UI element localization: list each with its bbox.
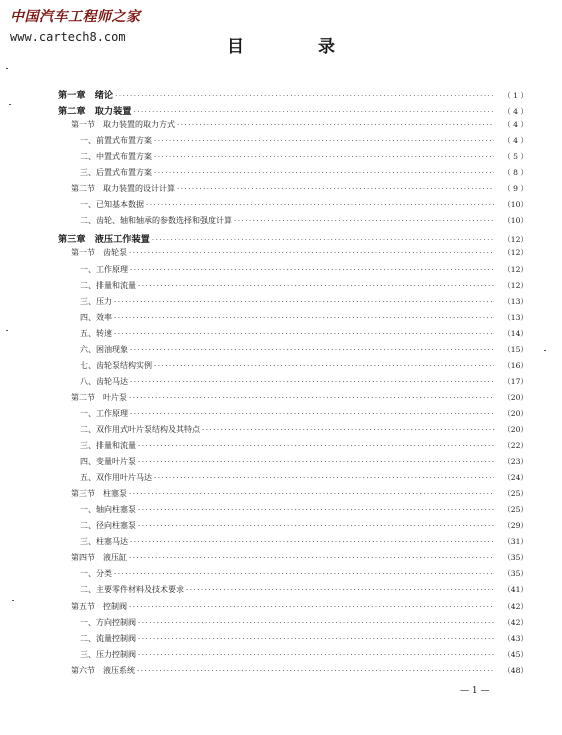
toc-leader-dots xyxy=(154,169,494,177)
toc-page-number: （20） xyxy=(503,408,528,418)
toc-item[interactable] xyxy=(58,296,528,312)
toc-leader-dots xyxy=(130,410,494,418)
toc-entry-label: 第一节 取力装置的取力方式 xyxy=(71,120,175,130)
toc-item[interactable] xyxy=(58,167,528,183)
toc-page-number: （ 5 ） xyxy=(503,152,528,162)
toc-entry-label: 七、齿轮泵结构实例 xyxy=(80,360,152,370)
toc-leader-dots xyxy=(138,619,494,627)
toc-entry-label: 二、径向柱塞泵 xyxy=(80,521,136,531)
toc-item[interactable] xyxy=(58,536,528,552)
toc-item[interactable] xyxy=(58,199,528,215)
toc-section[interactable] xyxy=(58,183,528,199)
toc-item[interactable] xyxy=(58,568,528,584)
scan-speck xyxy=(544,350,546,351)
toc-section[interactable] xyxy=(58,119,528,135)
toc-item[interactable] xyxy=(58,408,528,424)
toc-page-number: （15） xyxy=(503,344,528,354)
toc-leader-dots xyxy=(114,330,494,338)
toc-entry-label: 第一章 绪论 xyxy=(58,90,114,101)
toc-entry-label: 五、双作用叶片马达 xyxy=(80,473,152,483)
toc-leader-dots xyxy=(154,153,494,161)
toc-leader-dots xyxy=(129,490,494,498)
toc-item[interactable] xyxy=(58,424,528,440)
toc-entry-label: 二、主要零件材料及技术要求 xyxy=(80,585,184,595)
toc-entry-label: 第四节 液压缸 xyxy=(71,553,127,563)
toc-entry-label: 二、中置式布置方案 xyxy=(80,152,152,162)
toc-page-number: （35） xyxy=(503,553,528,563)
toc-item[interactable] xyxy=(58,617,528,633)
toc-item[interactable] xyxy=(58,440,528,456)
toc-page-number: （17） xyxy=(503,376,528,386)
toc-page-number: （12） xyxy=(503,280,528,290)
toc-entry-label: 六、困油现象 xyxy=(80,344,128,354)
toc-page-number: （ 4 ） xyxy=(503,136,528,146)
toc-leader-dots xyxy=(138,651,494,659)
scan-speck xyxy=(9,104,11,105)
toc-page-number: （45） xyxy=(503,649,528,659)
toc-section[interactable] xyxy=(58,488,528,504)
toc-entry-label: 第二章 取力装置 xyxy=(58,106,132,118)
toc-page-number: （31） xyxy=(503,537,528,547)
toc-item[interactable] xyxy=(58,633,528,649)
toc-item[interactable] xyxy=(58,649,528,665)
toc-page-number: （12） xyxy=(503,264,528,274)
toc-page-number: （20） xyxy=(503,392,528,402)
toc-leader-dots xyxy=(138,506,494,514)
toc-item[interactable] xyxy=(58,280,528,296)
toc-leader-dots xyxy=(129,394,494,402)
toc-section[interactable] xyxy=(58,665,528,681)
toc-page-number: （10） xyxy=(503,200,528,210)
toc-entry-label: 第二节 叶片泵 xyxy=(71,392,127,402)
toc-item[interactable] xyxy=(58,456,528,472)
scan-speck xyxy=(12,600,14,601)
toc-leader-dots xyxy=(134,108,495,116)
toc-leader-dots xyxy=(138,442,494,450)
toc-entry-label: 第六节 液压系统 xyxy=(71,665,135,675)
toc-page-number: （43） xyxy=(503,633,528,643)
toc-leader-dots xyxy=(177,185,494,193)
toc-chapter[interactable] xyxy=(58,103,528,119)
toc-page-number: （41） xyxy=(503,585,528,595)
toc-entry-label: 一、前置式布置方案 xyxy=(80,136,152,146)
toc-leader-dots xyxy=(114,570,494,578)
toc-page-number: （13） xyxy=(503,296,528,306)
toc-page-number: （13） xyxy=(503,312,528,322)
toc-entry-label: 四、变量叶片泵 xyxy=(80,457,136,467)
toc-leader-dots xyxy=(154,137,494,145)
page-number: — 1 — xyxy=(460,686,490,696)
toc-item[interactable] xyxy=(58,328,528,344)
toc-leader-dots xyxy=(138,458,494,466)
toc-leader-dots xyxy=(138,522,494,530)
toc-page-number: （ 9 ） xyxy=(503,184,528,194)
toc-entry-label: 八、齿轮马达 xyxy=(80,376,128,386)
toc-leader-dots xyxy=(154,362,494,370)
toc-item[interactable] xyxy=(58,215,528,231)
toc-entry-label: 一、工作原理 xyxy=(80,408,128,418)
toc-entry-label: 二、双作用式叶片泵结构及其特点 xyxy=(80,424,200,434)
toc-page-number: （ 1 ） xyxy=(503,91,528,100)
toc-chapter[interactable] xyxy=(58,231,528,247)
toc-entry-label: 一、轴向柱塞泵 xyxy=(80,505,136,515)
toc-leader-dots xyxy=(129,554,494,562)
toc-leader-dots xyxy=(177,121,494,129)
toc-entry-label: 第一节 齿轮泵 xyxy=(71,248,127,258)
toc-section[interactable] xyxy=(58,392,528,408)
toc-leader-dots xyxy=(130,346,494,354)
toc-section[interactable] xyxy=(58,247,528,263)
toc-page-number: （48） xyxy=(503,665,528,675)
toc-page-number: （ 4 ） xyxy=(503,120,528,130)
toc-chapter[interactable] xyxy=(58,87,528,103)
toc-page-number: （25） xyxy=(503,505,528,515)
toc-entry-label: 二、流量控制阀 xyxy=(80,633,136,643)
toc-section[interactable] xyxy=(58,552,528,568)
brand-name: 中国汽车工程师之家 xyxy=(10,9,141,25)
toc-page-number: （10） xyxy=(503,216,528,226)
toc-page-number: （24） xyxy=(503,473,528,483)
toc-section[interactable] xyxy=(58,601,528,617)
toc-entry-label: 三、柱塞马达 xyxy=(80,537,128,547)
toc-entry-label: 一、已知基本数据 xyxy=(80,200,144,210)
toc-item[interactable] xyxy=(58,376,528,392)
toc-leader-dots xyxy=(130,538,494,546)
toc-page-number: （42） xyxy=(503,601,528,611)
brand-url: www.cartech8.com xyxy=(10,30,126,44)
toc-page-number: （ 8 ） xyxy=(503,168,528,178)
page-title: 目 录 xyxy=(227,37,369,57)
toc-page-number: （23） xyxy=(503,457,528,467)
toc-leader-dots xyxy=(138,282,494,290)
scan-speck xyxy=(6,330,8,331)
toc-leader-dots xyxy=(129,249,494,257)
toc-leader-dots xyxy=(137,667,494,675)
toc-page-number: （12） xyxy=(503,235,528,245)
toc-page-number: （42） xyxy=(503,617,528,627)
toc-entry-label: 五、转速 xyxy=(80,328,112,338)
toc-page-number: （22） xyxy=(503,441,528,451)
toc-entry-label: 一、方向控制阀 xyxy=(80,617,136,627)
toc-leader-dots xyxy=(114,298,494,306)
toc-entry-label: 三、排量和流量 xyxy=(80,441,136,451)
toc-leader-dots xyxy=(130,266,494,274)
toc-leader-dots xyxy=(186,586,494,594)
toc-item[interactable] xyxy=(58,264,528,280)
toc-leader-dots xyxy=(202,426,494,434)
toc-page-number: （20） xyxy=(503,424,528,434)
toc-page-number: （ 4 ） xyxy=(503,107,528,117)
toc-entry-label: 二、排量和流量 xyxy=(80,280,136,290)
toc-item[interactable] xyxy=(58,360,528,376)
table-of-contents xyxy=(58,87,528,681)
toc-leader-dots xyxy=(146,201,494,209)
toc-item[interactable] xyxy=(58,312,528,328)
toc-entry-label: 三、压力 xyxy=(80,296,112,306)
toc-leader-dots xyxy=(154,474,494,482)
toc-item[interactable] xyxy=(58,520,528,536)
toc-entry-label: 三、后置式布置方案 xyxy=(80,168,152,178)
toc-entry-label: 四、效率 xyxy=(80,312,112,322)
toc-leader-dots xyxy=(129,603,494,611)
toc-entry-label: 三、压力控制阀 xyxy=(80,649,136,659)
toc-item[interactable] xyxy=(58,472,528,488)
toc-leader-dots xyxy=(114,314,494,322)
scan-speck xyxy=(6,68,8,69)
toc-item[interactable] xyxy=(58,344,528,360)
toc-leader-dots xyxy=(130,378,494,386)
toc-entry-label: 一、分类 xyxy=(80,569,112,579)
toc-leader-dots xyxy=(152,236,494,244)
toc-leader-dots xyxy=(115,92,494,100)
toc-page-number: （29） xyxy=(503,521,528,531)
toc-entry-label: 二、齿轮、轴和轴承的参数选择和强度计算 xyxy=(80,216,232,226)
toc-page-number: （14） xyxy=(503,328,528,338)
toc-leader-dots xyxy=(234,217,494,225)
toc-entry-label: 第三节 柱塞泵 xyxy=(71,489,127,499)
toc-entry-label: 第二节 取力装置的设计计算 xyxy=(71,184,175,194)
toc-leader-dots xyxy=(138,635,494,643)
toc-page-number: （16） xyxy=(503,360,528,370)
toc-entry-label: 第三章 液压工作装置 xyxy=(58,234,150,246)
toc-item[interactable] xyxy=(58,151,528,167)
toc-page-number: （25） xyxy=(503,489,528,499)
toc-entry-label: 一、工作原理 xyxy=(80,264,128,274)
toc-page-number: （35） xyxy=(503,569,528,579)
toc-item[interactable] xyxy=(58,584,528,600)
toc-item[interactable] xyxy=(58,135,528,151)
toc-entry-label: 第五节 控制阀 xyxy=(71,601,127,611)
toc-item[interactable] xyxy=(58,504,528,520)
toc-page-number: （12） xyxy=(503,248,528,258)
